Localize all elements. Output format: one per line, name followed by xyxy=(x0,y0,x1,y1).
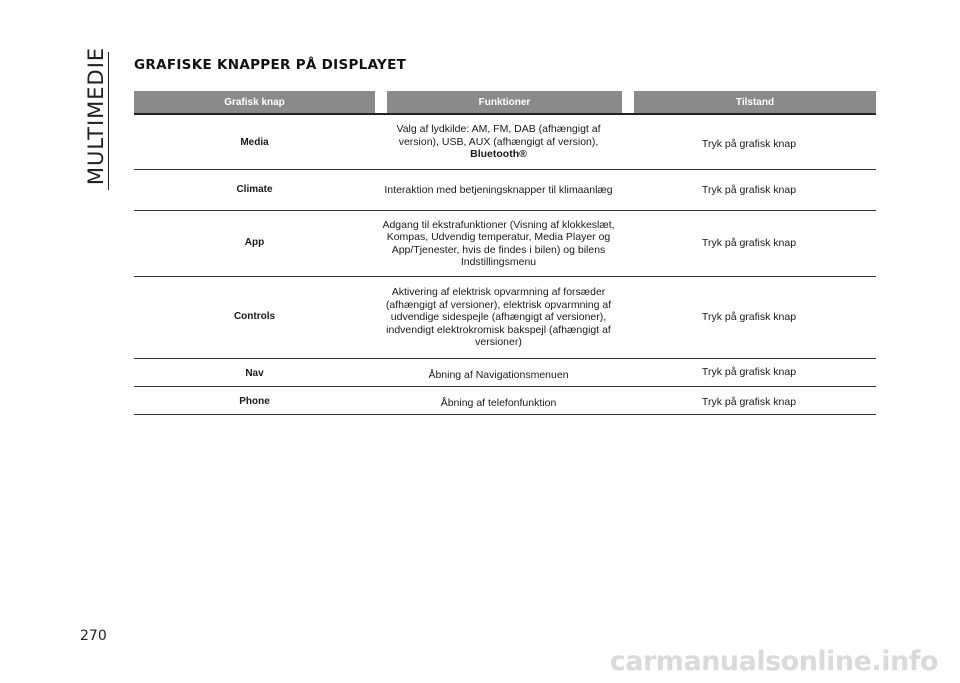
row-function: Aktivering af elektrisk opvarmning af forsæder (afhængigt af versioner), elektrisk opvarmning af udvendige sidespejle (afhængigt af versioner), indvendigt elektrokromisk bakspejl (afhængigt af versioner) xyxy=(385,286,612,349)
table-row xyxy=(134,211,876,277)
section-label xyxy=(82,42,110,190)
row-button-name: App xyxy=(244,237,265,249)
table-row xyxy=(134,387,876,415)
header-tilstand: Tilstand xyxy=(634,91,876,113)
row-function xyxy=(375,115,622,169)
page-title: GRAFISKE KNAPPER PÅ DISPLAYET xyxy=(134,57,407,73)
table-row xyxy=(134,170,876,211)
row-function-text: Valg af lydkilde: AM, FM, DAB (afhængigt af version), USB, AUX (afhængigt af version), xyxy=(396,123,601,148)
table-header xyxy=(134,91,876,113)
row-state: Tryk på grafisk knap xyxy=(701,138,797,150)
table-row xyxy=(134,115,876,170)
buttons-table xyxy=(134,91,876,415)
row-state: Tryk på grafisk knap xyxy=(701,311,797,324)
header-grafisk-knap: Grafisk knap xyxy=(134,91,375,113)
row-button-name: Phone xyxy=(239,396,270,407)
table-row xyxy=(134,359,876,387)
row-function: Adgang til ekstrafunktioner (Visning af klokkeslæt, Kompas, Udvendig temperatur, Media Player og App/Tjenester, hvis de findes i bilen) og bilens Indstillingsmenu xyxy=(382,218,615,268)
row-function: Åbning af telefonfunktion xyxy=(440,396,557,409)
section-divider xyxy=(108,52,109,190)
watermark: carmanualsonline.info xyxy=(609,646,938,677)
row-state: Tryk på grafisk knap xyxy=(701,237,797,250)
row-state: Tryk på grafisk knap xyxy=(701,396,797,408)
row-state: Tryk på grafisk knap xyxy=(701,366,797,379)
page-number: 270 xyxy=(80,628,107,644)
row-function: Åbning af Navigationsmenuen xyxy=(428,368,569,381)
header-funktioner: Funktioner xyxy=(387,91,622,113)
table-row xyxy=(134,277,876,359)
row-button-name: Controls xyxy=(233,311,276,323)
row-function: Interaktion med betjeningsknapper til klimaanlæg xyxy=(384,183,613,196)
row-button-name: Media xyxy=(240,137,269,148)
row-function-bold: Bluetooth® xyxy=(470,148,527,161)
row-state: Tryk på grafisk knap xyxy=(701,183,797,196)
row-button-name: Nav xyxy=(245,368,264,379)
section-label-text: MULTIMEDIE xyxy=(84,46,108,186)
row-button-name: Climate xyxy=(236,183,273,195)
